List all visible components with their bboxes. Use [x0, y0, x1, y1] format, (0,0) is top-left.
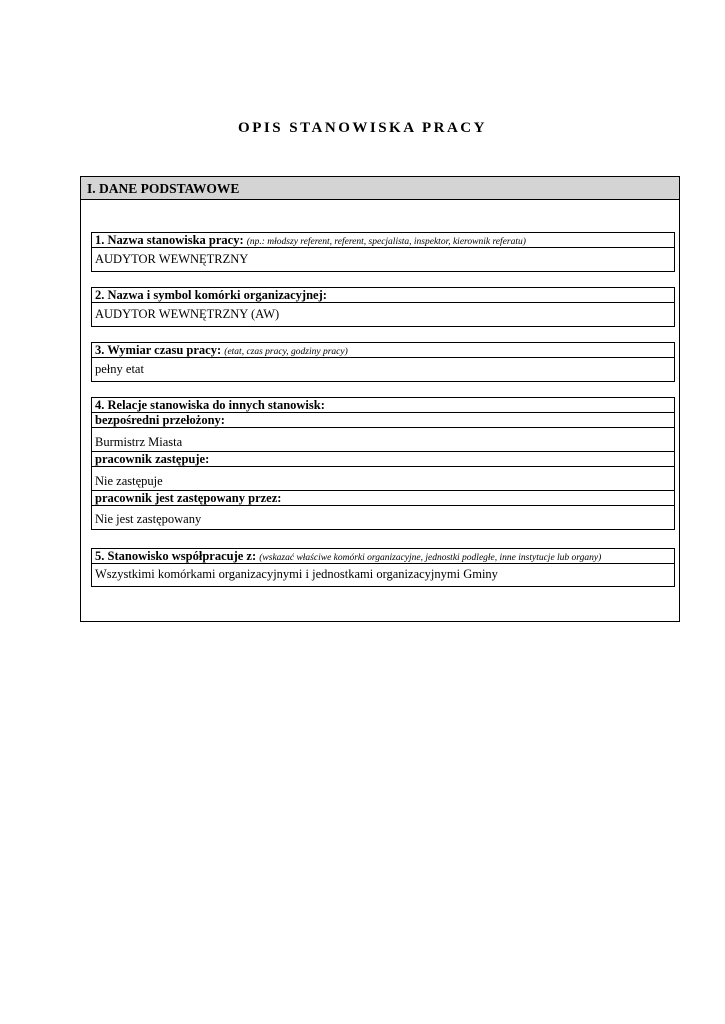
cooperation-hint: (wskazać właściwe komórki organizacyjne, jednostki podległe, inne instytucje lub organy): [259, 553, 602, 563]
position-name-label-row: [92, 233, 674, 248]
cooperation-value: Wszystkimi komórkami organizacyjnymi i jednostkami organizacyjnymi Gminy: [95, 567, 498, 581]
position-name-hint: (np.: młodszy referent, referent, specjalista, inspektor, kierownik referatu): [246, 237, 526, 247]
working-time-label: 3. Wymiar czasu pracy:: [95, 343, 222, 357]
basic-data-section: [80, 176, 680, 622]
working-time-hint: (etat, czas pracy, godziny pracy): [224, 347, 348, 357]
org-unit-box: [91, 287, 675, 327]
substituted-by-label: pracownik jest zastępowany przez:: [92, 491, 674, 506]
superior-label: bezpośredni przełożony:: [92, 413, 674, 428]
working-time-value: pełny etat: [95, 362, 144, 376]
cooperation-box: [91, 548, 675, 587]
substituted-by-value: Nie jest zastępowany: [95, 512, 202, 526]
cooperation-label-row: [92, 549, 674, 564]
position-name-box: [91, 232, 675, 272]
substitutes-value: Nie zastępuje: [92, 467, 674, 491]
working-time-label-row: [92, 343, 674, 358]
relations-box: [91, 397, 675, 530]
position-name-label: 1. Nazwa stanowiska pracy:: [95, 233, 244, 247]
relations-label: 4. Relacje stanowiska do innych stanowisk:: [92, 398, 674, 413]
page-title: OPIS STANOWISKA PRACY: [238, 120, 487, 136]
org-unit-value: AUDYTOR WEWNĘTRZNY (AW): [95, 307, 280, 321]
substitutes-label: pracownik zastępuje:: [92, 452, 674, 467]
superior-value: Burmistrz Miasta: [92, 428, 674, 452]
working-time-box: [91, 342, 675, 382]
cooperation-label: 5. Stanowisko współpracuje z:: [95, 549, 257, 563]
position-name-value: AUDYTOR WEWNĘTRZNY: [95, 252, 249, 266]
section-heading: I. DANE PODSTAWOWE: [81, 177, 679, 200]
org-unit-label: 2. Nazwa i symbol komórki organizacyjnej:: [92, 288, 674, 303]
